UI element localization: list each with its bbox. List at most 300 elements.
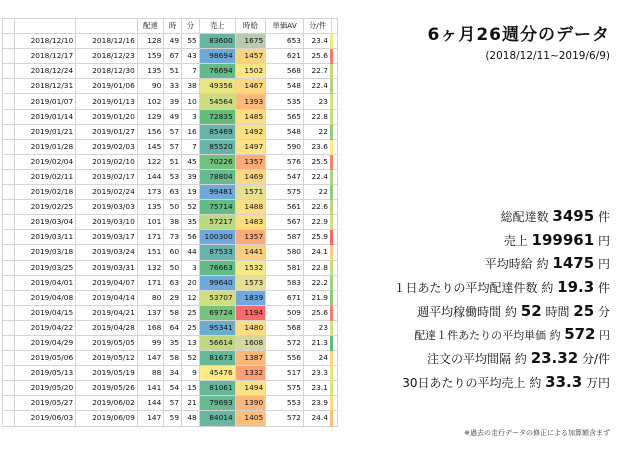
unit-price-cell[interactable]: 548 [266,124,304,139]
week-start-cell[interactable]: 2019/02/04 [14,154,76,169]
edge-cell [331,245,337,260]
minutes-cell[interactable]: 43 [182,49,200,64]
row-stub[interactable] [3,305,15,320]
row-stub[interactable] [3,366,15,381]
hours-cell[interactable]: 60 [164,245,182,260]
row-stub[interactable] [3,215,15,230]
unit-price-cell[interactable]: 568 [266,320,304,335]
edge-cell [331,34,337,49]
hours-cell[interactable]: 33 [164,79,182,94]
sales-cell[interactable]: 99640 [199,275,235,290]
sales-cell[interactable]: 100300 [199,230,235,245]
hours-cell[interactable]: 64 [164,320,182,335]
edge-cell [331,185,337,200]
minutes-per-order-cell[interactable]: 25.6 [304,49,332,64]
week-end-cell[interactable]: 2019/02/10 [76,154,138,169]
unit-price-cell[interactable]: 548 [266,79,304,94]
week-end-cell[interactable]: 2018/12/23 [76,49,138,64]
edge-cell [331,215,337,230]
minutes-per-order-cell[interactable]: 22.4 [304,79,332,94]
sales-cell[interactable]: 81061 [199,381,235,396]
sales-cell[interactable]: 83600 [199,34,235,49]
minutes-cell[interactable]: 25 [182,305,200,320]
unit-price-cell[interactable]: 653 [266,34,304,49]
minutes-cell[interactable]: 15 [182,381,200,396]
hours-cell[interactable]: 49 [164,109,182,124]
unit-price-cell[interactable]: 575 [266,185,304,200]
week-start-cell[interactable]: 2019/01/07 [14,94,76,109]
unit-price-cell[interactable]: 581 [266,260,304,275]
header-hours[interactable]: 時 [164,19,182,34]
deliveries-cell[interactable]: 145 [137,139,163,154]
deliveries-cell[interactable]: 147 [137,351,163,366]
hourly-wage-cell[interactable]: 1488 [235,200,265,215]
row-stub[interactable] [3,185,15,200]
row-stub[interactable] [3,49,15,64]
sales-cell[interactable]: 54564 [199,94,235,109]
week-start-cell[interactable]: 2019/04/08 [14,290,76,305]
hours-cell[interactable]: 51 [164,154,182,169]
sales-cell[interactable]: 45476 [199,366,235,381]
week-start-cell[interactable]: 2019/03/25 [14,260,76,275]
minutes-per-order-cell[interactable]: 22 [304,185,332,200]
table-row [3,290,338,305]
minutes-cell[interactable]: 7 [182,64,200,79]
deliveries-cell[interactable]: 122 [137,154,163,169]
table-row [3,139,338,154]
unit-price-cell[interactable]: 576 [266,154,304,169]
sales-cell[interactable]: 76663 [199,260,235,275]
week-end-cell[interactable]: 2019/04/14 [76,290,138,305]
table-row [3,124,338,139]
hourly-wage-cell[interactable]: 1357 [235,230,265,245]
hours-cell[interactable]: 63 [164,275,182,290]
week-end-cell[interactable]: 2018/12/16 [76,34,138,49]
stat-unit: 円 [594,233,610,248]
minutes-cell[interactable]: 35 [182,215,200,230]
hourly-wage-cell[interactable]: 1457 [235,49,265,64]
hours-cell[interactable]: 39 [164,94,182,109]
deliveries-cell[interactable]: 135 [137,64,163,79]
hourly-wage-cell[interactable]: 1194 [235,305,265,320]
row-stub[interactable] [3,109,15,124]
hours-cell[interactable]: 50 [164,200,182,215]
deliveries-cell[interactable]: 99 [137,335,163,350]
row-stub[interactable] [3,64,15,79]
week-end-cell[interactable]: 2019/05/26 [76,381,138,396]
row-stub[interactable] [3,275,15,290]
minutes-per-order-cell[interactable]: 22.7 [304,64,332,79]
minutes-per-order-cell[interactable]: 22.4 [304,169,332,184]
deliveries-cell[interactable]: 159 [137,49,163,64]
table-row [3,185,338,200]
week-start-cell[interactable]: 2018/12/24 [14,64,76,79]
header-minutes-per-order[interactable]: 分/件 [304,19,332,34]
hours-cell[interactable]: 51 [164,64,182,79]
week-end-cell[interactable]: 2019/03/10 [76,215,138,230]
hours-cell[interactable]: 54 [164,381,182,396]
table-row [3,366,338,381]
minutes-cell[interactable]: 25 [182,320,200,335]
week-end-cell[interactable]: 2019/05/12 [76,351,138,366]
header-cell-end[interactable] [76,19,138,34]
table-row [3,200,338,215]
row-stub[interactable] [3,260,15,275]
week-start-cell[interactable]: 2019/05/06 [14,351,76,366]
deliveries-cell[interactable]: 156 [137,124,163,139]
row-stub[interactable] [3,335,15,350]
hours-cell[interactable]: 57 [164,124,182,139]
minutes-cell[interactable]: 48 [182,411,200,426]
hours-cell[interactable]: 67 [164,49,182,64]
sales-cell[interactable]: 99481 [199,185,235,200]
unit-price-cell[interactable]: 583 [266,275,304,290]
week-end-cell[interactable]: 2019/01/06 [76,79,138,94]
week-start-cell[interactable]: 2019/02/18 [14,185,76,200]
unit-price-cell[interactable]: 590 [266,139,304,154]
week-end-cell[interactable]: 2019/06/09 [76,411,138,426]
minutes-per-order-cell[interactable]: 23.9 [304,396,332,411]
row-stub[interactable] [3,169,15,184]
hours-cell[interactable]: 35 [164,335,182,350]
unit-price-cell[interactable]: 553 [266,396,304,411]
edge-cell [331,290,337,305]
week-start-cell[interactable]: 2018/12/17 [14,49,76,64]
minutes-cell[interactable]: 3 [182,260,200,275]
unit-price-cell[interactable]: 568 [266,64,304,79]
minutes-cell[interactable]: 16 [182,124,200,139]
hourly-wage-cell[interactable]: 1502 [235,64,265,79]
sales-cell[interactable]: 85520 [199,139,235,154]
week-start-cell[interactable]: 2019/01/21 [14,124,76,139]
deliveries-cell[interactable]: 168 [137,320,163,335]
deliveries-cell[interactable]: 132 [137,260,163,275]
table-row [3,381,338,396]
sales-cell[interactable]: 79693 [199,396,235,411]
unit-price-cell[interactable]: 621 [266,49,304,64]
unit-price-cell[interactable]: 547 [266,169,304,184]
hourly-wage-cell[interactable]: 1390 [235,396,265,411]
week-start-cell[interactable]: 2019/03/11 [14,230,76,245]
row-stub[interactable] [3,19,15,34]
row-stub[interactable] [3,320,15,335]
hourly-wage-cell[interactable]: 1494 [235,381,265,396]
sales-cell[interactable]: 69724 [199,305,235,320]
hours-cell[interactable]: 58 [164,351,182,366]
sales-cell[interactable]: 81673 [199,351,235,366]
hourly-wage-cell[interactable]: 1405 [235,411,265,426]
row-stub[interactable] [3,34,15,49]
minutes-cell[interactable]: 20 [182,275,200,290]
minutes-per-order-cell[interactable]: 25.6 [304,305,332,320]
hourly-wage-cell[interactable]: 1387 [235,351,265,366]
edge-cell [331,64,337,79]
table-row [3,335,338,350]
minutes-per-order-cell[interactable]: 23.6 [304,139,332,154]
week-end-cell[interactable]: 2019/05/19 [76,366,138,381]
sales-cell[interactable]: 76694 [199,64,235,79]
header-unit-price-avg[interactable]: 単価AV [266,19,304,34]
minutes-per-order-cell[interactable]: 25.5 [304,154,332,169]
week-end-cell[interactable]: 2019/02/03 [76,139,138,154]
stat-line [394,371,610,395]
week-start-cell[interactable]: 2019/02/25 [14,200,76,215]
hourly-wage-cell[interactable]: 1332 [235,366,265,381]
header-deliveries[interactable]: 配達 [137,19,163,34]
deliveries-cell[interactable]: 135 [137,200,163,215]
hours-cell[interactable]: 63 [164,185,182,200]
unit-price-cell[interactable]: 517 [266,366,304,381]
hours-cell[interactable]: 57 [164,139,182,154]
hourly-wage-cell[interactable]: 1675 [235,34,265,49]
hourly-wage-cell[interactable]: 1441 [235,245,265,260]
week-start-cell[interactable]: 2019/05/27 [14,396,76,411]
week-end-cell[interactable]: 2019/03/03 [76,200,138,215]
minutes-per-order-cell[interactable]: 23 [304,320,332,335]
minutes-cell[interactable]: 56 [182,230,200,245]
minutes-per-order-cell[interactable]: 23.3 [304,366,332,381]
unit-price-cell[interactable]: 556 [266,351,304,366]
row-stub[interactable] [3,94,15,109]
unit-price-cell[interactable]: 567 [266,215,304,230]
unit-price-cell[interactable]: 575 [266,381,304,396]
minutes-cell[interactable]: 38 [182,79,200,94]
hourly-wage-cell[interactable]: 1532 [235,260,265,275]
summary-stats [394,205,610,395]
unit-price-cell[interactable]: 572 [266,335,304,350]
sales-cell[interactable]: 78804 [199,169,235,184]
minutes-cell[interactable]: 52 [182,351,200,366]
hourly-wage-cell[interactable]: 1480 [235,320,265,335]
minutes-per-order-cell[interactable]: 24.1 [304,245,332,260]
deliveries-cell[interactable]: 90 [137,79,163,94]
hours-cell[interactable]: 38 [164,215,182,230]
unit-price-cell[interactable]: 535 [266,94,304,109]
week-end-cell[interactable]: 2019/03/24 [76,245,138,260]
row-stub[interactable] [3,411,15,426]
row-stub[interactable] [3,396,15,411]
edge-cell [331,109,337,124]
week-end-cell[interactable]: 2019/02/17 [76,169,138,184]
deliveries-cell[interactable]: 80 [137,290,163,305]
minutes-per-order-cell[interactable]: 23.1 [304,381,332,396]
hourly-wage-cell[interactable]: 1573 [235,275,265,290]
edge-cell [331,411,337,426]
minutes-cell[interactable]: 55 [182,34,200,49]
week-start-cell[interactable]: 2019/06/03 [14,411,76,426]
deliveries-cell[interactable]: 151 [137,245,163,260]
deliveries-cell[interactable]: 141 [137,381,163,396]
deliveries-cell[interactable]: 171 [137,230,163,245]
minutes-per-order-cell[interactable]: 24 [304,351,332,366]
deliveries-cell[interactable]: 88 [137,366,163,381]
stat-value: 199961 [531,230,595,249]
sales-cell[interactable]: 95341 [199,320,235,335]
hours-cell[interactable]: 58 [164,305,182,320]
week-end-cell[interactable]: 2018/12/30 [76,64,138,79]
minutes-cell[interactable]: 10 [182,94,200,109]
minutes-cell[interactable]: 7 [182,139,200,154]
minutes-cell[interactable]: 3 [182,109,200,124]
week-start-cell[interactable]: 2019/04/22 [14,320,76,335]
sales-cell[interactable]: 98694 [199,49,235,64]
deliveries-cell[interactable]: 144 [137,396,163,411]
row-stub[interactable] [3,124,15,139]
week-start-cell[interactable]: 2019/01/28 [14,139,76,154]
week-end-cell[interactable]: 2019/04/21 [76,305,138,320]
week-start-cell[interactable]: 2019/01/14 [14,109,76,124]
sales-cell[interactable]: 70226 [199,154,235,169]
hours-cell[interactable]: 49 [164,34,182,49]
spreadsheet [2,0,338,456]
edge-cell [331,260,337,275]
week-start-cell[interactable]: 2019/02/11 [14,169,76,184]
deliveries-cell[interactable]: 173 [137,185,163,200]
stat-value: 19.3 [557,278,595,297]
row-stub[interactable] [3,154,15,169]
unit-price-cell[interactable]: 587 [266,230,304,245]
minutes-per-order-cell[interactable]: 21.3 [304,335,332,350]
unit-price-cell[interactable]: 572 [266,411,304,426]
deliveries-cell[interactable]: 101 [137,215,163,230]
minutes-per-order-cell[interactable]: 23 [304,94,332,109]
sales-cell[interactable]: 84014 [199,411,235,426]
sales-cell[interactable]: 87533 [199,245,235,260]
hourly-wage-cell[interactable]: 1497 [235,139,265,154]
hourly-wage-cell[interactable]: 1483 [235,215,265,230]
minutes-cell[interactable]: 39 [182,169,200,184]
minutes-per-order-cell[interactable]: 23.4 [304,34,332,49]
minutes-cell[interactable]: 9 [182,366,200,381]
week-start-cell[interactable]: 2019/05/20 [14,381,76,396]
minutes-per-order-cell[interactable]: 22.8 [304,109,332,124]
hourly-wage-cell[interactable]: 1469 [235,169,265,184]
minutes-per-order-cell[interactable]: 22 [304,124,332,139]
minutes-cell[interactable]: 44 [182,245,200,260]
deliveries-cell[interactable]: 128 [137,34,163,49]
week-start-cell[interactable]: 2019/03/04 [14,215,76,230]
week-start-cell[interactable]: 2019/04/29 [14,335,76,350]
week-start-cell[interactable]: 2018/12/10 [14,34,76,49]
week-end-cell[interactable]: 2019/04/28 [76,320,138,335]
deliveries-cell[interactable]: 102 [137,94,163,109]
hourly-wage-cell[interactable]: 1467 [235,79,265,94]
hours-cell[interactable]: 53 [164,169,182,184]
hourly-wage-cell[interactable]: 1393 [235,94,265,109]
row-stub[interactable] [3,200,15,215]
hours-cell[interactable]: 73 [164,230,182,245]
week-end-cell[interactable]: 2019/02/24 [76,185,138,200]
hours-cell[interactable]: 29 [164,290,182,305]
deliveries-cell[interactable]: 171 [137,275,163,290]
hourly-wage-cell[interactable]: 1485 [235,109,265,124]
minutes-cell[interactable]: 19 [182,185,200,200]
minutes-per-order-cell[interactable]: 25.9 [304,230,332,245]
week-start-cell[interactable]: 2019/04/15 [14,305,76,320]
stat-value: 33.3 [545,372,583,391]
hours-cell[interactable]: 57 [164,396,182,411]
header-minutes[interactable]: 分 [182,19,200,34]
stat-label: 注文の平均間隔 約 [427,352,531,367]
row-stub[interactable] [3,245,15,260]
row-stub[interactable] [3,230,15,245]
deliveries-cell[interactable]: 144 [137,169,163,184]
unit-price-cell[interactable]: 561 [266,200,304,215]
sales-cell[interactable]: 49356 [199,79,235,94]
header-sales[interactable]: 売上 [199,19,235,34]
sales-cell[interactable]: 72835 [199,109,235,124]
row-stub[interactable] [3,351,15,366]
unit-price-cell[interactable]: 580 [266,245,304,260]
week-end-cell[interactable]: 2019/06/02 [76,396,138,411]
week-end-cell[interactable]: 2019/01/20 [76,109,138,124]
week-start-cell[interactable]: 2019/04/01 [14,275,76,290]
hourly-wage-cell[interactable]: 1839 [235,290,265,305]
week-end-cell[interactable]: 2019/03/17 [76,230,138,245]
stat-value: 1475 [552,254,595,273]
week-start-cell[interactable]: 2019/03/18 [14,245,76,260]
unit-price-cell[interactable]: 509 [266,305,304,320]
minutes-per-order-cell[interactable]: 22.2 [304,275,332,290]
table-row [3,411,338,426]
week-end-cell[interactable]: 2019/04/07 [76,275,138,290]
deliveries-cell[interactable]: 147 [137,411,163,426]
stat-unit: 件 [594,210,610,224]
sales-cell[interactable]: 57217 [199,215,235,230]
minutes-per-order-cell[interactable]: 22.9 [304,215,332,230]
week-start-cell[interactable]: 2019/05/13 [14,366,76,381]
row-stub[interactable] [3,139,15,154]
header-cell-start[interactable] [14,19,76,34]
stat-unit: 時間 [541,304,574,319]
row-stub[interactable] [3,290,15,305]
row-stub[interactable] [3,381,15,396]
minutes-cell[interactable]: 21 [182,396,200,411]
hourly-wage-cell[interactable]: 1571 [235,185,265,200]
hours-cell[interactable]: 50 [164,260,182,275]
deliveries-cell[interactable]: 129 [137,109,163,124]
unit-price-cell[interactable]: 671 [266,290,304,305]
minutes-per-order-cell[interactable]: 21.9 [304,290,332,305]
week-end-cell[interactable]: 2019/01/27 [76,124,138,139]
week-end-cell[interactable]: 2019/05/05 [76,335,138,350]
sales-cell[interactable]: 53707 [199,290,235,305]
week-end-cell[interactable]: 2019/03/31 [76,260,138,275]
minutes-cell[interactable]: 45 [182,154,200,169]
minutes-per-order-cell[interactable]: 24.4 [304,411,332,426]
hours-cell[interactable]: 34 [164,366,182,381]
minutes-cell[interactable]: 13 [182,335,200,350]
minutes-per-order-cell[interactable]: 22.8 [304,260,332,275]
minutes-cell[interactable]: 12 [182,290,200,305]
hourly-wage-cell[interactable]: 1608 [235,335,265,350]
hourly-wage-cell[interactable]: 1357 [235,154,265,169]
sales-cell[interactable]: 56614 [199,335,235,350]
edge-cell [331,200,337,215]
unit-price-cell[interactable]: 565 [266,109,304,124]
minutes-cell[interactable]: 52 [182,200,200,215]
header-hourly-wage[interactable]: 時給 [235,19,265,34]
hourly-wage-cell[interactable]: 1492 [235,124,265,139]
deliveries-cell[interactable]: 137 [137,305,163,320]
sales-cell[interactable]: 75714 [199,200,235,215]
sales-cell[interactable]: 85469 [199,124,235,139]
hours-cell[interactable]: 59 [164,411,182,426]
week-start-cell[interactable]: 2018/12/31 [14,79,76,94]
row-stub[interactable] [3,79,15,94]
minutes-per-order-cell[interactable]: 22.6 [304,200,332,215]
week-end-cell[interactable]: 2019/01/13 [76,94,138,109]
